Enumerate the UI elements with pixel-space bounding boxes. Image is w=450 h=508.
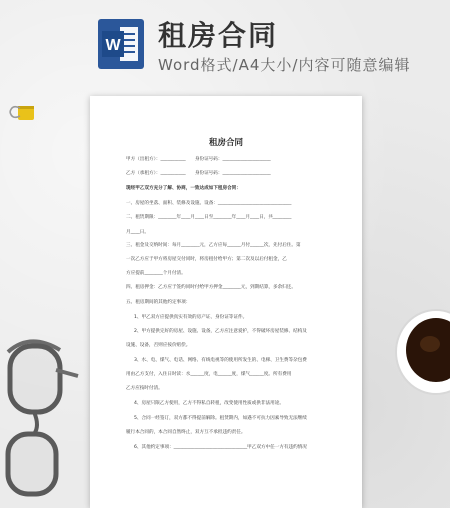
document-title: 租房合同 [208, 138, 243, 148]
doc-line: 6、其他约定事项：________________________________甲乙双方中任一方有违约情况 [134, 445, 307, 450]
doc-line: 一、房屋的坐落、面积、装修及设施、设备：________________________________ [126, 201, 292, 206]
doc-line: 设施、设备，否则应按价赔偿。 [126, 343, 191, 348]
doc-line: 月____日。 [126, 230, 149, 235]
document-page [90, 96, 362, 508]
page-title: 租房合同 [158, 19, 279, 52]
doc-line: 现经甲乙双方充分了解、协商，一致达成如下租房合同： [126, 186, 241, 191]
doc-line: 用由乙方支付，入住日时读：水______度，电______度，煤气______度。所有费用 [126, 372, 292, 377]
coffee-cup-icon [392, 300, 450, 400]
doc-line: 5、合同一经签订，双方都不得提前解除。租赁期内，如遇不可抗力因素导致无法继续 [134, 416, 307, 421]
doc-line: 3、水、电、煤气、电话、网络、有线电视等的使用所发生的、电梯、卫生费等杂包费 [134, 358, 307, 363]
doc-line: 二、租赁期限：________年____月____日至________年____月____日，共________ [126, 215, 292, 220]
word-file-icon [98, 19, 144, 69]
document-body [90, 96, 362, 508]
doc-line: 2、甲方提供完好的房屋、设施、设备，乙方应注意爱护，不得破坏房屋装修、结构及 [134, 329, 307, 334]
doc-line: 五、租房期间的其他约定事项： [126, 300, 191, 305]
eyeglasses-icon [0, 330, 80, 500]
doc-line: 4、房屋只限乙方使用，乙方不得私自转租，改变使用性质或供非法用途。 [134, 401, 284, 406]
binder-clip-icon [8, 100, 40, 124]
word-icon-letter: W [105, 37, 121, 54]
doc-line: 甲方（出租方）：___________ 身份证号码：_____________________ [126, 157, 271, 162]
doc-line: 乙方（承租方）：___________ 身份证号码：_____________________ [126, 171, 271, 176]
doc-line: 1、甲乙双方应提供真实有效的房产证、身份证等证件。 [134, 315, 248, 320]
doc-line: 四、租房押金：乙方应于签约同时付给甲方押金________元，到期结算，多余归还。 [126, 285, 296, 290]
doc-line: 一次乙方应于甲方将房屋交付同时，将房租付给甲方；第二次及以后付租金，乙 [126, 257, 287, 262]
header-banner [0, 0, 450, 88]
doc-line: 三、租金及交纳时间：每月________元，乙方应每______月付______次，先付后住。第 [126, 243, 301, 248]
doc-line: 履行本合同的，本合同自然终止，双方互不承担违约责任。 [126, 430, 246, 435]
doc-line: 方应提前________个月付清。 [126, 271, 186, 276]
doc-line: 乙方应按时付清。 [126, 386, 163, 391]
page-subtitle: Word格式/A4大小/内容可随意编辑 [158, 56, 411, 74]
